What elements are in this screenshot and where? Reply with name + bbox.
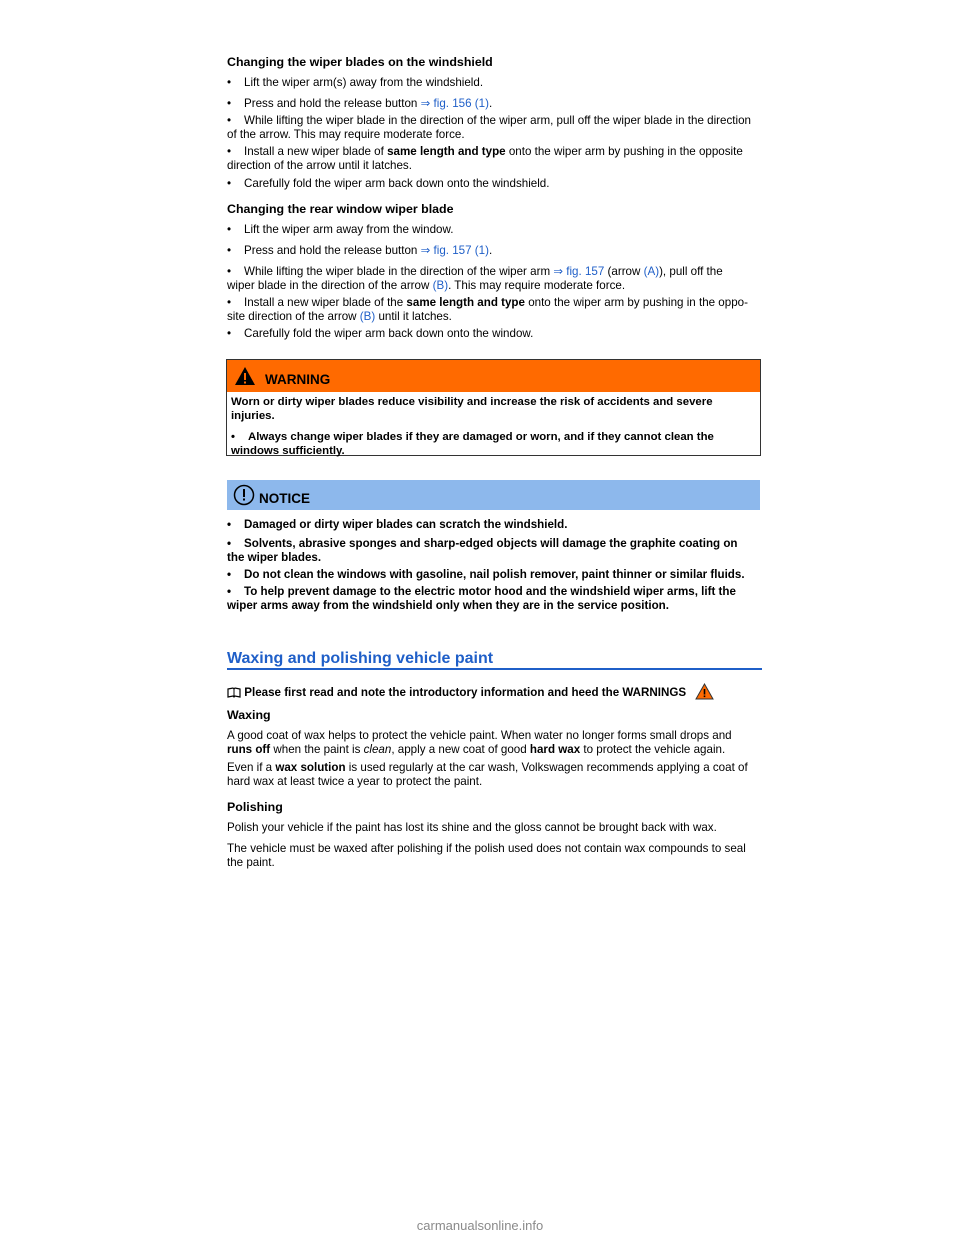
list-item: • Carefully fold the wiper arm back down onto the window. [227, 327, 534, 340]
bullet-icon: • [227, 585, 232, 598]
paragraph-polishing-1: Polish your vehicle if the paint has lost its shine and the gloss cannot be brought back with wax. [227, 821, 717, 834]
paragraph-polishing-2: The vehicle must be waxed after polishing if the polish used does not contain wax compounds to seal the paint. [227, 842, 746, 870]
bullet-icon: • [227, 244, 232, 257]
bullet-icon: • [227, 568, 232, 581]
list-item: • Lift the wiper arm(s) away from the windshield. [227, 76, 484, 89]
figure-link-156[interactable]: ⇒ fig. 156 (1) [420, 97, 489, 110]
bullet-icon: • [227, 145, 232, 158]
warning-header [227, 360, 760, 392]
arrow-b-link[interactable]: (B) [432, 279, 449, 293]
section-heading-rear: Changing the rear window wiper blade [227, 202, 454, 216]
notice-title: NOTICE [259, 491, 311, 506]
list-item: • To help prevent damage to the electric motor hood and the windshield wiper arms, lift the wiper arms away from the windshield only when they are in the service position. [227, 585, 736, 613]
bullet-icon: • [227, 223, 232, 236]
bullet-icon: • [227, 265, 232, 278]
bullet-icon: • [227, 296, 232, 309]
section-title-waxing: Waxing and polishing vehicle paint [227, 649, 762, 670]
list-item: • While lifting the wiper blade in the direction of the wiper arm, pull off the wiper blade in the direction of the arrow. This may require moderate force. [227, 114, 751, 142]
list-item: • Damaged or dirty wiper blades can scratch the windshield. [227, 518, 568, 531]
list-item: • Carefully fold the wiper arm back down onto the windshield. [227, 177, 550, 190]
list-item: • Solvents, abrasive sponges and sharp-edged objects will damage the graphite coating on the wiper blades. [227, 537, 738, 565]
list-item: • Lift the wiper arm away from the window. [227, 223, 454, 236]
bullet-icon: • [227, 518, 232, 531]
footer-watermark[interactable]: carmanualsonline.info [416, 1218, 544, 1233]
subheading-polishing: Polishing [227, 800, 283, 814]
bullet-icon: • [227, 114, 232, 127]
bullet-icon: • [227, 327, 232, 340]
warning-box [226, 359, 761, 456]
subheading-waxing: Waxing [227, 708, 271, 722]
paragraph-waxing-1: A good coat of wax helps to protect the vehicle paint. When water no longer forms small drops and runs off when the paint is clean, apply a new coat of good hard wax to protect the vehicle again. [227, 729, 732, 757]
warning-title: WARNING [265, 372, 331, 387]
section-heading-windshield: Changing the wiper blades on the windshield [227, 55, 493, 69]
figure-link-157[interactable]: ⇒ fig. 157 (1) [420, 244, 489, 257]
figure-link-157[interactable]: ⇒ fig. 157 [553, 265, 605, 278]
intro-note: Please first read and note the introductory information and heed the WARNINGS [227, 683, 761, 700]
bullet-icon: • [227, 537, 232, 550]
warning-triangle-icon[interactable] [695, 683, 714, 700]
exclamation-circle-icon [233, 484, 255, 506]
paragraph-waxing-2: Even if a wax solution is used regularly at the car wash, Volkswagen recommends applying a coat of hard wax at least twice a year to protect the paint. [227, 761, 748, 789]
list-item: • Do not clean the windows with gasoline, nail polish remover, paint thinner or similar fluids. [227, 568, 745, 581]
arrow-a-link[interactable]: (A) [643, 265, 660, 278]
warning-triangle-icon [234, 366, 256, 386]
bullet-icon: • [227, 177, 232, 190]
bullet-icon: • [227, 97, 232, 110]
bullet-icon: • [231, 430, 235, 443]
list-item: • Install a new wiper blade of the same length and type onto the wiper arm by pushing in the oppo- site direction of the arrow (B) until it latches. [227, 296, 748, 324]
notice-header [227, 480, 760, 510]
bullet-icon: • [227, 76, 232, 89]
book-icon [227, 687, 241, 698]
arrow-b-link[interactable]: (B) [359, 310, 376, 324]
list-item: • Press and hold the release button ⇒ fig. 156 (1). [227, 97, 493, 110]
list-item: • While lifting the wiper blade in the direction of the wiper arm ⇒ fig. 157 (arrow (A)), pull off the wiper blade in the direction of the arrow (B). This may require moderate force. [227, 265, 723, 293]
warning-body: Worn or dirty wiper blades reduce visibility and increase the risk of accidents and severe injuries. • Always change wiper blades if they are damaged or worn, and if they cannot clean the windows sufficiently. [231, 396, 714, 457]
list-item: • Install a new wiper blade of same length and type onto the wiper arm by pushing in the opposite direction of the arrow until it latches. [227, 145, 743, 173]
list-item: • Press and hold the release button ⇒ fig. 157 (1). [227, 244, 493, 257]
